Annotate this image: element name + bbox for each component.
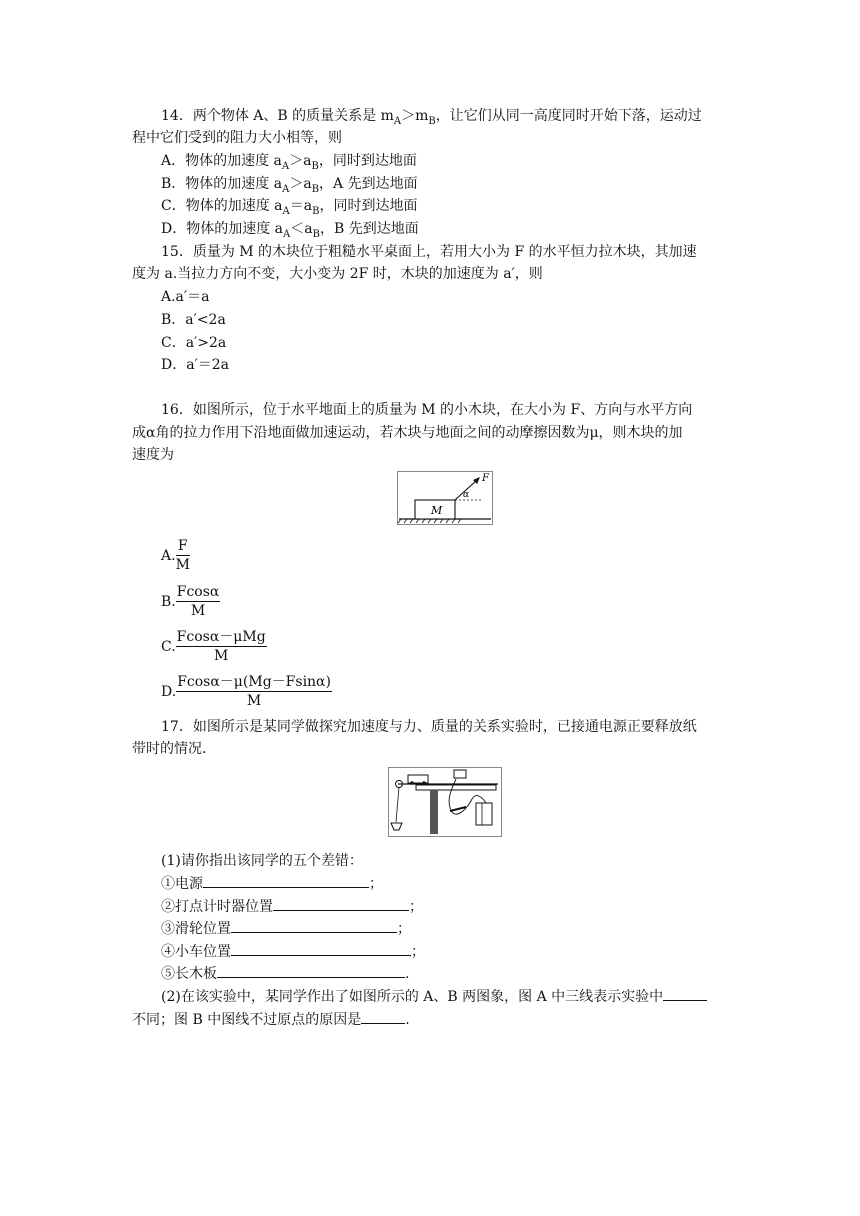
q17-part2-line1: (2)在该实验中，某同学作出了如图所示的 A、B 两图象，图 A 中三线表示实验中	[161, 986, 707, 1007]
q14-stem-line2: 程中它们受到的阻力大小相等，则	[132, 130, 342, 146]
q16-stem-line3: 速度为	[132, 447, 174, 463]
q16-stem-line2: 成α角的拉力作用下沿地面做加速运动，若木块与地面之间的动摩擦因数为μ，则木块的加	[132, 425, 683, 441]
q15-stem-line2: 度为 a.当拉力方向不变，大小变为 2F 时，木块的加速度为 a′，则	[132, 266, 543, 282]
q17-apparatus-figure	[388, 767, 502, 837]
angle-label: α	[463, 490, 470, 500]
q14-option-a: A．物体的加速度 $a_A>a_B$，同时到达地面	[161, 153, 417, 172]
table-top	[416, 785, 496, 790]
q17-item-1: ①电源 ；	[161, 873, 383, 894]
answer-blank[interactable]	[231, 941, 411, 956]
q16-stem-line1: 16．如图所示，位于水平地面上的质量为 M 的小木块，在大小为 F、方向与水平方向	[161, 402, 693, 418]
q14-stem-line1: 14．两个物体 A、B 的质量关系是 $m_A>m_B$，让它们从同一高度同时开始下落，运动过	[161, 108, 702, 127]
q14-option-d: D．物体的加速度 $a_A<a_B$，B 先到达地面	[161, 221, 419, 240]
q17-item-5: ⑤长木板 .	[161, 963, 409, 984]
q14-option-b: B．物体的加速度 $a_A>a_B$，A 先到达地面	[161, 176, 418, 195]
table-leg	[430, 790, 438, 834]
q17-item-4: ④小车位置 ；	[161, 941, 425, 962]
q16-option-c: C. $\frac{\text{Fcosα－μMg}}{M}$	[161, 629, 266, 664]
q16-option-b: B. $\frac{Fcos\alpha}{M}$	[161, 584, 220, 619]
q15-option-c: C．a′>2a	[161, 335, 227, 351]
q17-item-3: ③滑轮位置 ；	[161, 918, 411, 939]
answer-blank[interactable]	[203, 873, 369, 888]
q15-option-b: B．a′<2a	[161, 312, 226, 328]
q17-stem-line2: 带时的情况．	[132, 741, 216, 757]
q17-part2-line2: 不同；图 B 中图线不过原点的原因是 .	[132, 1009, 410, 1030]
q16-option-a: A. $\frac{F}{M}$	[161, 538, 190, 573]
block-label: M	[431, 504, 443, 517]
q15-stem-line1: 15．质量为 M 的木块位于粗糙水平桌面上，若用大小为 F 的水平恒力拉木块，其加速	[161, 244, 697, 260]
q16-option-d: D. $\frac{Fcos\alpha-\mu(Mg-Fsin\alpha)}{M}$	[161, 674, 331, 709]
answer-blank[interactable]	[231, 918, 397, 933]
hanging-weight-icon	[391, 823, 402, 830]
answer-blank[interactable]	[217, 963, 405, 978]
q15-option-a: A.a′＝a	[161, 289, 210, 305]
string	[396, 787, 399, 822]
answer-blank[interactable]	[273, 896, 409, 911]
q17-part1-prompt: (1)请你指出该同学的五个差错：	[161, 853, 363, 869]
force-label: F	[482, 473, 489, 484]
timer	[454, 770, 466, 778]
q16-block-figure	[397, 471, 493, 525]
q14-option-c: C．物体的加速度 $a_A=a_B$，同时到达地面	[161, 198, 418, 217]
q15-option-d: D．a′＝2a	[161, 357, 230, 373]
q17-item-2: ②打点计时器位置 ；	[161, 896, 423, 917]
q17-stem-line1: 17．如图所示是某同学做探究加速度与力、质量的关系实验时，已接通电源正要释放纸	[161, 719, 697, 735]
answer-blank[interactable]	[361, 1009, 405, 1024]
answer-blank[interactable]	[663, 986, 707, 1001]
power-supply	[476, 803, 492, 825]
